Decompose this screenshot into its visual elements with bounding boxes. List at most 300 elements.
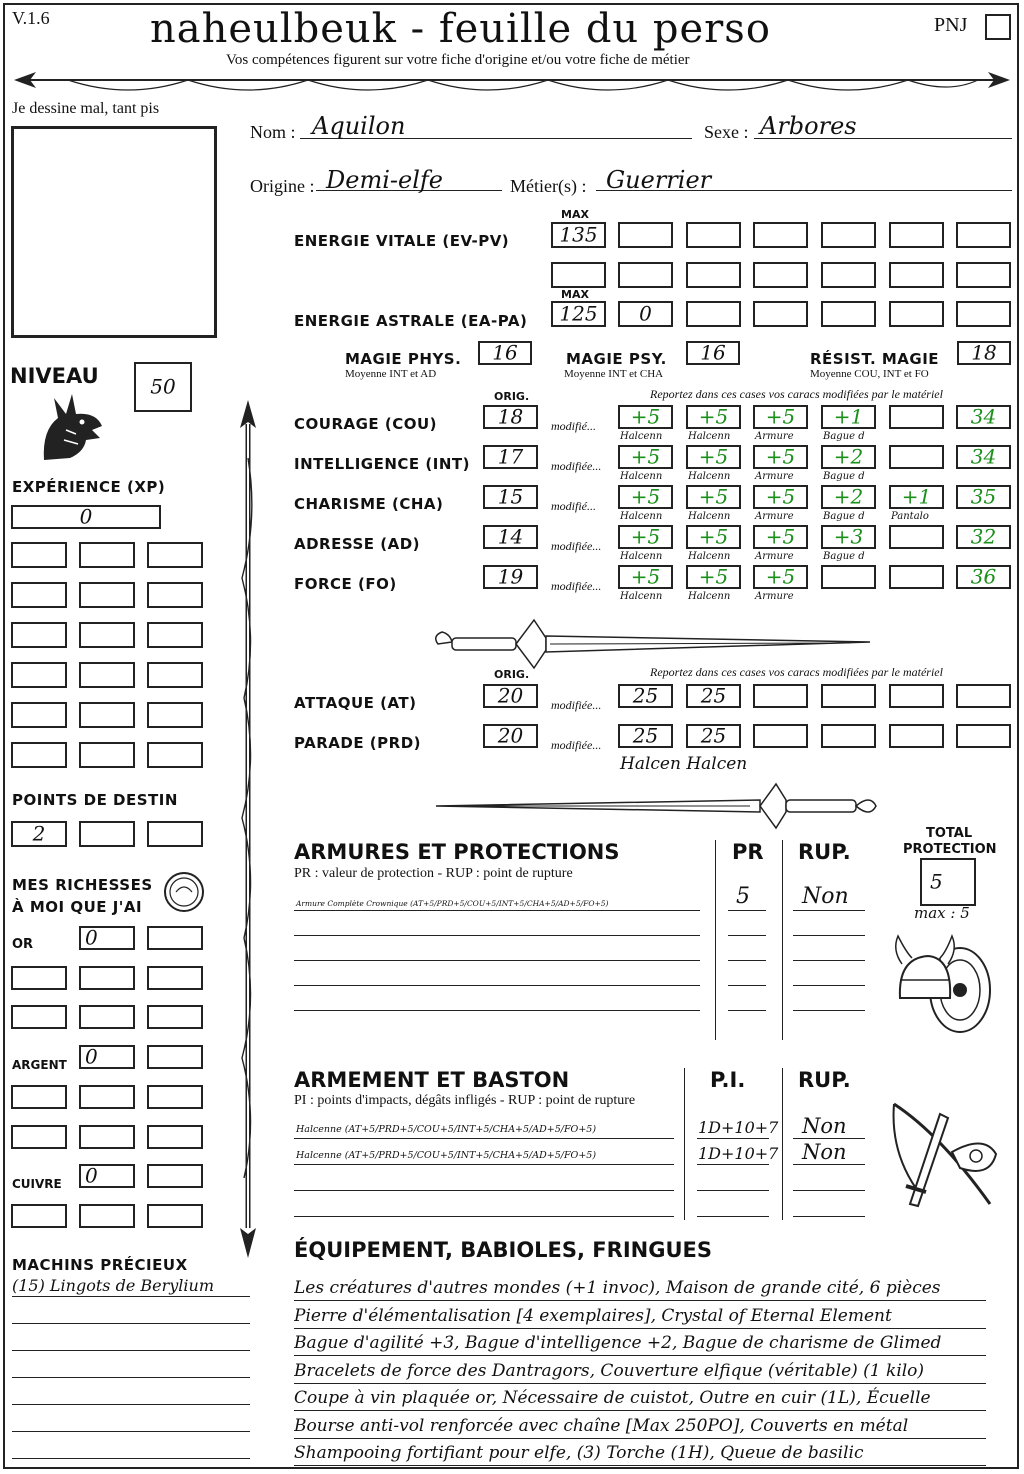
money-box[interactable] [147,966,203,990]
xp-box[interactable] [79,582,135,608]
carac-mod-source: Bague d [823,471,865,482]
money-box[interactable] [79,1045,135,1069]
ev-box[interactable] [753,222,808,248]
armure-rup-line [793,910,865,911]
armement-divider-2 [782,1068,783,1220]
carac-mod-box-value: +1 [901,484,932,509]
xp-box[interactable] [147,662,203,688]
armure-pr-line [728,910,766,911]
arme-name[interactable]: Halcenne (AT+5/PRD+5/COU+5/INT+5/CHA+5/AD+5/FO+5) [296,1124,597,1135]
carac-mod-label: modifiée... [551,579,602,593]
arme-pi-line [697,1190,769,1191]
xp-box[interactable] [79,702,135,728]
xp-box[interactable] [147,622,203,648]
machins-line [12,1377,250,1378]
carac-mod-box[interactable] [821,485,876,509]
carac-mod-source: Halcenn [688,511,731,522]
carac-orig-box-value: 18 [497,404,524,429]
page-subtitle: Vos compétences figurent sur votre fiche d'origine et/ou votre fiche de métier [226,52,690,68]
carac-mod-source: Halcenn [620,551,663,562]
parade-mod-box[interactable] [821,724,876,748]
carac-mod-box[interactable] [618,485,673,509]
carac-mod-label: modifiée... [551,539,602,553]
attaque-mod-box[interactable] [618,684,673,708]
pnj-checkbox[interactable] [985,14,1011,40]
attaque-label: ATTAQUE (AT) [294,694,417,712]
ev-box[interactable] [821,222,876,248]
ev-box[interactable] [821,262,876,288]
money-box[interactable] [11,1125,67,1149]
carac-mod-source: Armure [755,511,794,522]
carac-orig-box[interactable] [483,445,538,469]
arme-pi[interactable]: 1D+10+7 [698,1144,779,1163]
ev-box[interactable] [956,222,1011,248]
carac-mod-box-value: +5 [698,444,729,469]
money-box[interactable] [79,926,135,950]
equipement-line[interactable]: Coupe à vin plaquée or, Nécessaire de cuistot, Outre en cuir (1L), Écuelle [294,1386,986,1411]
magie-psy-note: Moyenne INT et CHA [564,368,664,380]
xp-box[interactable]: 0 [11,505,161,529]
armures-divider-2 [782,840,783,1040]
carac-total-box[interactable] [956,565,1011,589]
caracs-note: Reportez dans ces cases vos caracs modifiées par le matériel [650,387,943,401]
richesses-label-2: À MOI QUE J'AI [12,898,143,916]
carac-mod-box[interactable] [821,565,876,589]
nom-label: Nom : [250,122,296,142]
xp-box[interactable] [11,582,67,608]
carac-label: INTELLIGENCE (INT) [294,455,470,473]
sexe-value[interactable]: Arbores [760,112,857,140]
carac-total-box-value: 36 [970,564,997,589]
carac-total-box[interactable] [956,525,1011,549]
money-box[interactable] [11,1005,67,1029]
carac-mod-box-value: +2 [833,484,864,509]
carac-mod-source: Halcenn [688,591,731,602]
carac-mod-box-value: +5 [765,484,796,509]
carac-orig-box-value: 19 [497,564,524,589]
carac-mod-source: Halcenn [620,431,663,442]
page-title: naheulbeuk - feuille du perso [150,6,771,52]
attaque-mod-box[interactable] [821,684,876,708]
richesses-label-1: MES RICHESSES [12,876,153,894]
ev-box[interactable] [889,222,944,248]
armement-title: ARMEMENT ET BASTON [294,1068,570,1092]
carac-label: COURAGE (COU) [294,415,438,433]
arme-name[interactable]: Halcenne (AT+5/PRD+5/COU+5/INT+5/CHA+5/AD+5/FO+5) [296,1150,597,1161]
carac-orig-box-value: 14 [497,524,524,549]
ev-box[interactable] [889,262,944,288]
armure-pr[interactable]: 5 [736,884,750,909]
attaque-mod-box[interactable] [889,684,944,708]
armure-rup-line [793,960,865,961]
parade-mod-box[interactable] [686,724,741,748]
parade-mod-box[interactable] [956,724,1011,748]
armure-pr-line [728,1010,766,1011]
money-box[interactable] [79,1005,135,1029]
money-box-value: 0 [85,925,98,950]
carac-mod-label: modifié... [551,419,596,433]
carac-mod-box[interactable] [618,405,673,429]
carac-label: ADRESSE (AD) [294,535,421,553]
carac-mod-box-value: +5 [698,524,729,549]
money-box[interactable] [11,966,67,990]
arme-name-line [294,1164,674,1165]
ev-box[interactable] [753,262,808,288]
ev-max-label: MAX [561,208,589,221]
ea-box[interactable] [956,301,1011,327]
metier-label: Métier(s) : [510,176,587,196]
armure-pr-line [728,985,766,986]
parade-mod-box[interactable] [753,724,808,748]
or-label: OR [12,937,34,952]
combat-orig-label: ORIG. [494,668,530,681]
armure-name-line [294,1010,700,1011]
money-box[interactable] [147,1125,203,1149]
carac-orig-box[interactable] [483,525,538,549]
armure-rup[interactable]: Non [802,884,849,909]
carac-mod-box-value: +5 [698,564,729,589]
ev-box[interactable] [956,262,1011,288]
carac-mod-label: modifié... [551,499,596,513]
parade-orig-box-value: 20 [497,723,524,748]
arme-name-line [294,1190,674,1191]
armure-pr-line [728,935,766,936]
carac-mod-source: Bague d [823,551,865,562]
caracs-orig-label: ORIG. [494,390,530,403]
xp-box[interactable] [11,702,67,728]
arme-rup[interactable]: Non [802,1140,847,1164]
arme-rup-line [793,1164,865,1165]
carac-mod-source: Halcenn [688,551,731,562]
carac-mod-box-value: +5 [630,444,661,469]
arme-rup-line [793,1138,865,1139]
money-box-value: 0 [85,1044,98,1069]
nom-value[interactable]: Aquilon [312,112,406,140]
carac-mod-source: Armure [755,591,794,602]
machins-line [12,1404,250,1405]
armures-rup-label: RUP. [798,840,851,864]
carac-mod-box-value: +5 [765,524,796,549]
attaque-mod-label: modifiée... [551,698,602,712]
armure-name-line [294,985,700,986]
equipement-line[interactable]: Bague d'agilité +3, Bague d'intelligence +2, Bague de charisme de Glimed [294,1331,986,1356]
carac-mod-box[interactable] [686,445,741,469]
carac-mod-box-value: +5 [630,564,661,589]
carac-mod-source: Halcenn [688,471,731,482]
money-box[interactable] [147,1045,203,1069]
ev-box-value: 135 [559,222,598,247]
machins-label: MACHINS PRÉCIEUX [12,1256,188,1274]
ev-label: ENERGIE VITALE (EV-PV) [294,232,510,250]
xp-box[interactable] [11,662,67,688]
carac-mod-source: Halcenn [620,511,663,522]
cuivre-label: CUIVRE [12,1177,62,1191]
parade-mod-box-value: 25 [632,723,659,748]
ea-max-label: MAX [561,288,589,301]
origine-value[interactable]: Demi-elfe [326,166,443,194]
machins-line [12,1431,250,1432]
ea-label: ENERGIE ASTRALE (EA-PA) [294,312,528,330]
coin-icon [162,870,206,914]
carac-mod-box[interactable] [618,445,673,469]
origine-label: Origine : [250,176,315,196]
carac-total-box[interactable] [956,485,1011,509]
carac-mod-box[interactable] [618,525,673,549]
ev-box[interactable] [551,262,606,288]
sword-icon [430,614,880,672]
equipement-line[interactable]: Pierre d'élémentalisation [4 exemplaires], Crystal of Eternal Element [294,1304,986,1329]
magie-phys-box[interactable]: 16 [478,341,532,365]
carac-total-box[interactable] [956,445,1011,469]
armement-pi-label: P.I. [710,1068,746,1092]
money-box[interactable] [147,1204,203,1228]
carac-total-box-value: 34 [970,444,997,469]
magie-psy-label: MAGIE PSY. [566,350,667,368]
money-box[interactable] [79,1125,135,1149]
carac-orig-box[interactable] [483,485,538,509]
money-box[interactable] [79,1085,135,1109]
carac-mod-box-value: +5 [765,564,796,589]
armure-name[interactable]: Armure Complète Crownique (AT+5/PRD+5/COU+5/INT+5/CHA+5/AD+5/FO+5) [296,899,609,908]
carac-mod-source: Armure [755,471,794,482]
carac-mod-label: modifiée... [551,459,602,473]
xp-box[interactable] [147,542,203,568]
carac-mod-box[interactable] [889,485,944,509]
machins-line [12,1296,250,1297]
attaque-mod-box[interactable] [956,684,1011,708]
magie-phys-note: Moyenne INT et AD [345,368,437,380]
xp-box[interactable] [147,582,203,608]
carac-mod-box[interactable] [753,405,808,429]
destin-box-2[interactable] [79,821,135,847]
destin-box-3[interactable] [147,821,203,847]
carac-mod-box[interactable] [753,565,808,589]
carac-mod-box[interactable] [686,525,741,549]
pnj-label: PNJ [934,14,968,36]
arme-name-line [294,1138,674,1139]
destin-label: POINTS DE DESTIN [12,791,178,809]
money-box[interactable] [11,1204,67,1228]
money-box[interactable] [147,1005,203,1029]
carac-mod-box-value: +5 [630,484,661,509]
parade-mod-box[interactable] [889,724,944,748]
carac-mod-box[interactable] [686,485,741,509]
carac-mod-box[interactable] [889,445,944,469]
arme-pi-line [697,1138,769,1139]
attaque-mod-box-value: 25 [700,683,727,708]
money-box[interactable] [79,966,135,990]
destin-box-1[interactable]: 2 [11,821,67,847]
money-box[interactable] [147,926,203,950]
attaque-mod-box-value: 25 [632,683,659,708]
xp-box[interactable] [147,702,203,728]
carac-mod-box-value: +5 [630,524,661,549]
carac-total-box-value: 34 [970,404,997,429]
attaque-mod-box[interactable] [753,684,808,708]
money-box[interactable] [79,1204,135,1228]
carac-label: CHARISME (CHA) [294,495,444,513]
carac-mod-box[interactable] [753,445,808,469]
money-box[interactable] [11,1085,67,1109]
carac-mod-source: Halcenn [688,431,731,442]
carac-mod-box-value: +1 [833,404,864,429]
arme-pi[interactable]: 1D+10+7 [698,1118,779,1137]
xp-label: EXPÉRIENCE (XP) [12,478,166,496]
sexe-label: Sexe : [704,122,749,142]
carac-orig-box-value: 17 [497,444,524,469]
magie-phys-label: MAGIE PHYS. [345,350,462,368]
carac-orig-box[interactable] [483,405,538,429]
machins-line [12,1323,250,1324]
machins-item[interactable]: (15) Lingots de Berylium [12,1276,214,1295]
carac-mod-source: Bague d [823,511,865,522]
carac-total-box-value: 32 [970,524,997,549]
carac-mod-box-value: +3 [833,524,864,549]
equipement-line[interactable]: Bracelets de force des Dantragors, Couverture elfique (véritable) (1 kilo) [294,1359,986,1384]
armures-pr-label: PR [732,840,764,864]
carac-total-box[interactable] [956,405,1011,429]
helmet-shield-icon [888,928,1000,1040]
ev-box[interactable] [686,222,741,248]
carac-mod-box[interactable] [753,525,808,549]
ev-box[interactable] [551,222,606,248]
arrow-divider-icon [8,64,1016,104]
ea-box-value: 125 [559,301,598,326]
parade-mod-label: modifiée... [551,738,602,752]
carac-total-box-value: 35 [970,484,997,509]
machins-line [12,1458,250,1459]
xp-box[interactable] [11,542,67,568]
arme-rup[interactable]: Non [802,1114,847,1138]
parade-orig-box[interactable] [483,724,538,748]
ea-box[interactable] [753,301,808,327]
armement-divider-1 [684,1068,685,1220]
arme-pi-line [697,1164,769,1165]
metier-value[interactable]: Guerrier [606,166,712,194]
carac-mod-source: Halcenn [620,591,663,602]
carac-mod-box[interactable] [889,565,944,589]
protection-label-2: PROTECTION [903,842,997,857]
protection-max: max : 5 [914,904,970,922]
carac-mod-source: Pantalo [891,511,929,522]
money-box[interactable] [147,1085,203,1109]
carac-mod-box[interactable] [889,405,944,429]
carac-mod-box[interactable] [821,525,876,549]
equipement-line[interactable]: Bourse anti-vol renforcée avec chaîne [Max 250PO], Couverts en métal [294,1414,986,1439]
protection-label-1: TOTAL [926,826,973,841]
ev-box[interactable] [618,222,673,248]
protection-box[interactable]: 5 [920,858,976,906]
carac-mod-box[interactable] [753,485,808,509]
ev-box[interactable] [686,262,741,288]
money-box-value: 0 [85,1163,98,1188]
equipement-title: ÉQUIPEMENT, BABIOLES, FRINGUES [294,1238,712,1262]
carac-mod-box-value: +5 [765,444,796,469]
arme-pi-line [697,1216,769,1217]
carac-mod-source: Bague d [823,431,865,442]
xp-box[interactable] [11,622,67,648]
carac-orig-box-value: 15 [497,484,524,509]
xp-box[interactable] [79,662,135,688]
niveau-label: NIVEAU [10,364,99,388]
attaque-orig-box-value: 20 [497,683,524,708]
equipement-line[interactable]: Shampooing fortifiant pour elfe, (3) Torche (1H), Queue de basilic [294,1441,986,1466]
attaque-mod-box[interactable] [686,684,741,708]
portrait-box[interactable] [11,126,217,338]
armement-rup-label: RUP. [798,1068,851,1092]
resist-magie-box[interactable]: 18 [957,341,1011,365]
carac-orig-box[interactable] [483,565,538,589]
parade-label: PARADE (PRD) [294,734,422,752]
combat-under-label: Halcen Halcen [620,754,748,774]
carac-mod-box[interactable] [686,565,741,589]
parade-mod-box-value: 25 [700,723,727,748]
magie-psy-box[interactable]: 16 [686,341,740,365]
xp-box[interactable] [79,622,135,648]
carac-mod-box[interactable] [889,525,944,549]
carac-mod-box[interactable] [821,445,876,469]
armure-name-line [294,935,700,936]
carac-mod-source: Halcenn [620,471,663,482]
ea-box[interactable] [821,301,876,327]
carac-mod-box[interactable] [821,405,876,429]
sword-icon [430,778,880,834]
armure-name-line [294,910,700,911]
carac-mod-box[interactable] [618,565,673,589]
carac-mod-box-value: +2 [833,444,864,469]
machins-line [12,1350,250,1351]
dragon-icon [36,390,108,464]
armure-rup-line [793,935,865,936]
xp-box[interactable] [79,542,135,568]
portrait-caption: Je dessine mal, tant pis [12,100,160,117]
carac-mod-source: Armure [755,431,794,442]
carac-mod-box[interactable] [686,405,741,429]
argent-label: ARGENT [12,1058,67,1072]
ev-box[interactable] [618,262,673,288]
arme-rup-line [793,1190,865,1191]
carac-label: FORCE (FO) [294,575,397,593]
carac-mod-box-value: +5 [698,484,729,509]
armures-title: ARMURES ET PROTECTIONS [294,840,620,864]
arme-rup-line [793,1216,865,1217]
carac-mod-box-value: +5 [765,404,796,429]
arme-name-line [294,1216,674,1217]
armement-subtitle: PI : points d'impacts, dégâts infligés - RUP : point de rupture [294,1093,636,1108]
money-box[interactable] [79,1164,135,1188]
xp-box[interactable] [147,742,203,768]
parade-mod-box[interactable] [618,724,673,748]
armure-rup-line [793,985,865,986]
ea-box[interactable] [889,301,944,327]
ea-box[interactable] [686,301,741,327]
money-box[interactable] [147,1164,203,1188]
ea-box[interactable] [618,301,673,327]
ea-box[interactable] [551,301,606,327]
armures-subtitle: PR : valeur de protection - RUP : point de rupture [294,866,573,881]
armure-name-line [294,960,700,961]
spear-icon [228,398,268,1260]
ea-box-value: 0 [639,301,652,326]
xp-box[interactable] [79,742,135,768]
armure-rup-line [793,1010,865,1011]
equipement-line[interactable]: Les créatures d'autres mondes (+1 invoc), Maison de grande cité, 6 pièces [294,1276,986,1301]
version-label: V.1.6 [12,8,50,28]
niveau-box[interactable]: 50 [134,362,192,412]
armures-divider-1 [715,840,716,1040]
attaque-orig-box[interactable] [483,684,538,708]
xp-box[interactable] [11,742,67,768]
